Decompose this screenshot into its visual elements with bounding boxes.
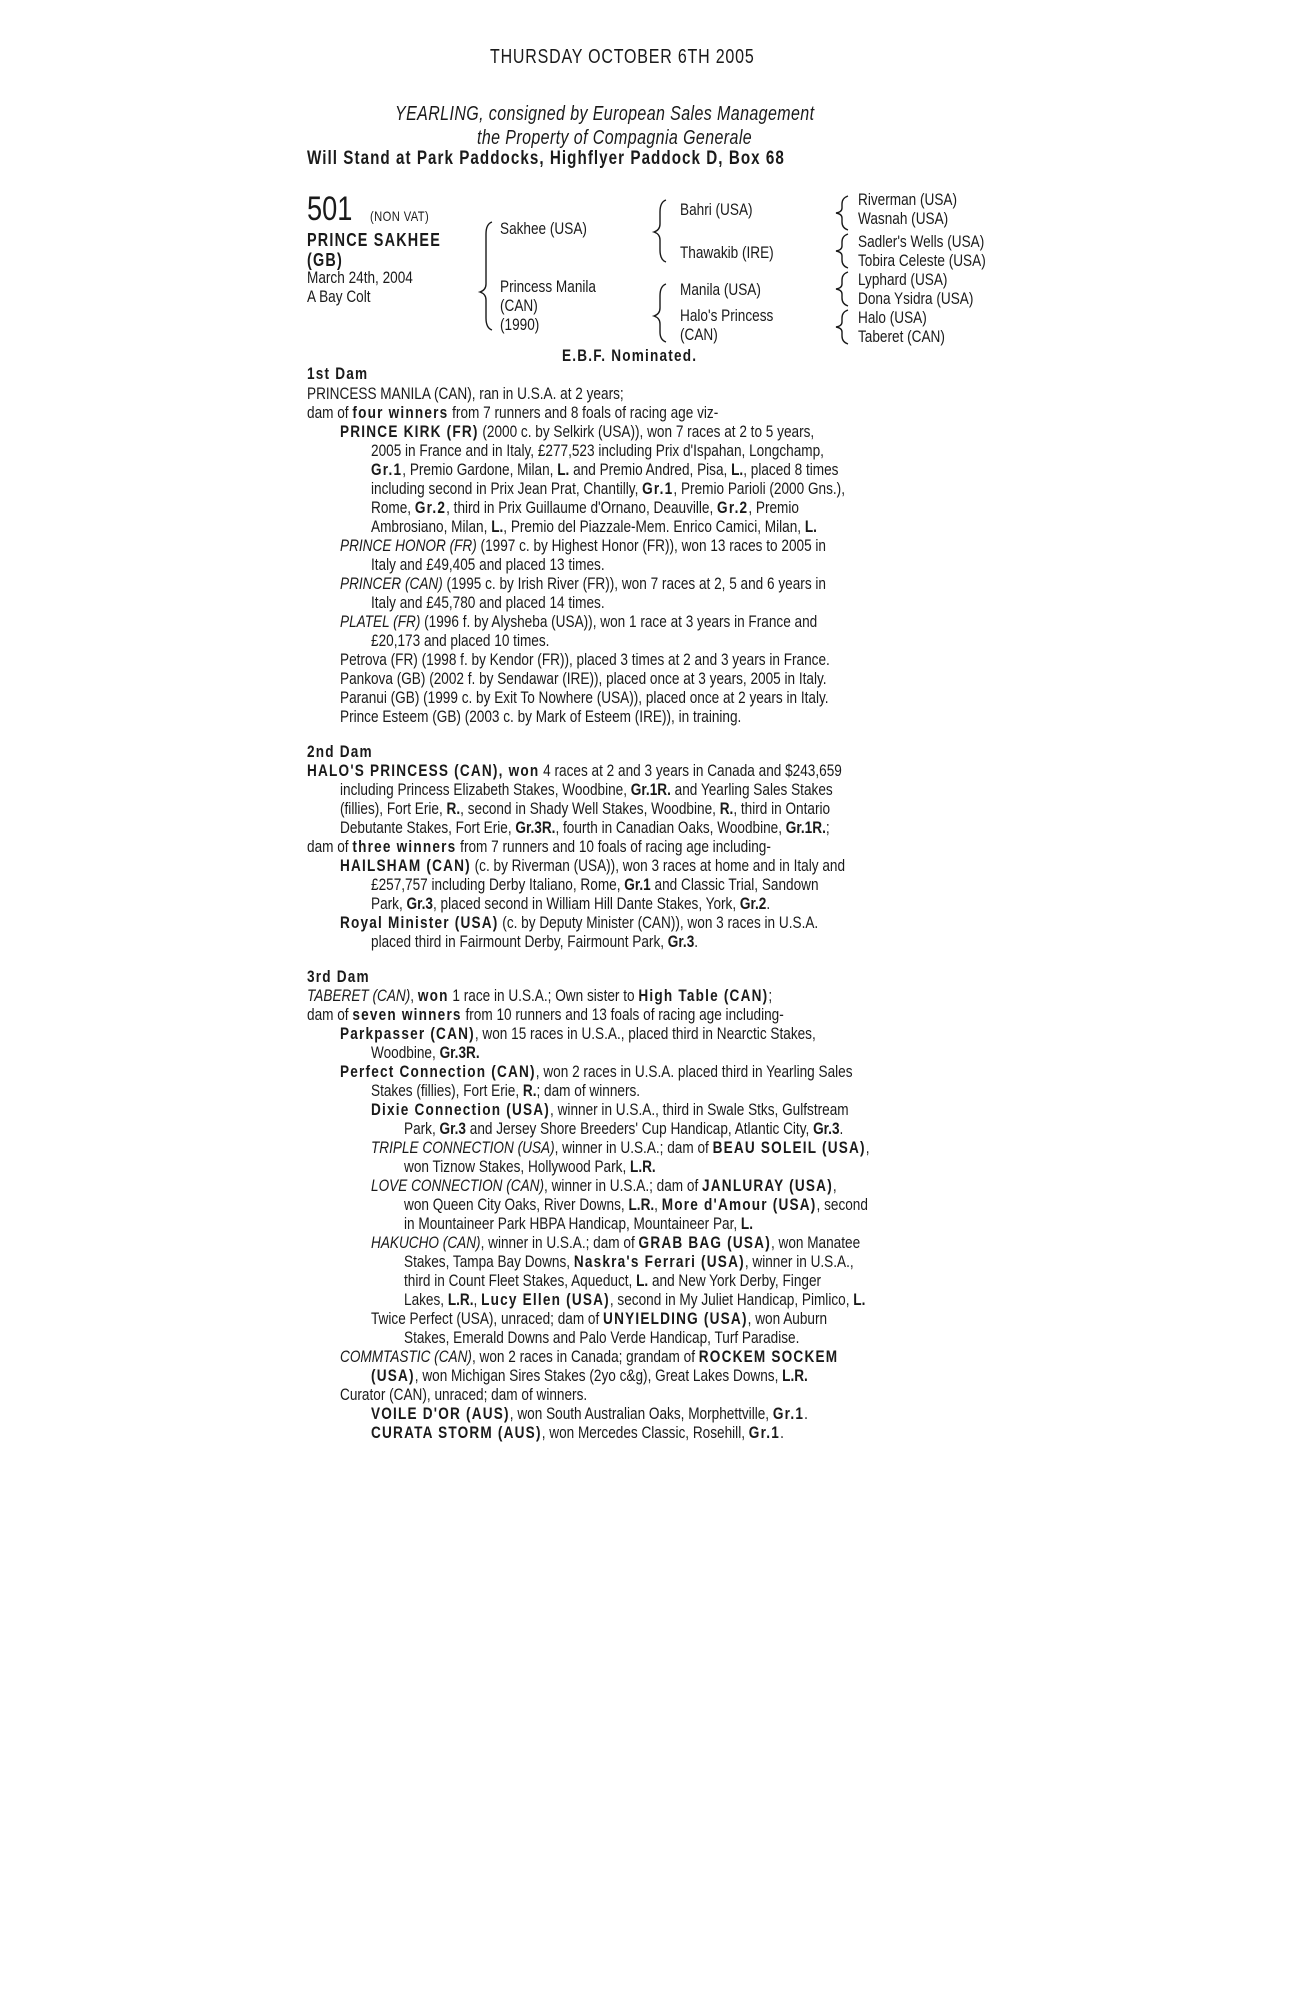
- pedigree-g3: Sadler's Wells (USA): [858, 232, 985, 251]
- second-dam-line-3: (fillies), Fort Erie, R., second in Shady Well Stakes, Woodbine, R., third in Ontario: [340, 799, 831, 818]
- progeny-twice-perfect-2: Stakes, Emerald Downs and Palo Verde Handicap, Turf Paradise.: [404, 1328, 800, 1347]
- second-dam-heading: 2nd Dam: [307, 742, 373, 761]
- progeny-hailsham-2: £257,757 including Derby Italiano, Rome, Gr.1 and Classic Trial, Sandown: [371, 875, 819, 894]
- progeny-parkpasser-2: Woodbine, Gr.3R.: [371, 1043, 480, 1062]
- progeny-love-connection: LOVE CONNECTION (CAN), winner in U.S.A.; dam of JANLURAY (USA),: [371, 1176, 837, 1195]
- pedigree-g5: Lyphard (USA): [858, 270, 948, 289]
- consignment-line: YEARLING, consigned by European Sales Management: [395, 103, 815, 125]
- progeny-prince-esteem: Prince Esteem (GB) (2003 c. by Mark of Esteem (IRE)), in training.: [340, 707, 742, 726]
- progeny-triple-connection-2: won Tiznow Stakes, Hollywood Park, L.R.: [404, 1157, 656, 1176]
- progeny-hakucho: HAKUCHO (CAN), winner in U.S.A.; dam of GRAB BAG (USA), won Manatee: [371, 1233, 861, 1252]
- progeny-commtastic: COMMTASTIC (CAN), won 2 races in Canada; grandam of ROCKEM SOCKEM: [340, 1347, 839, 1366]
- sale-date: THURSDAY OCTOBER 6TH 2005: [490, 46, 755, 68]
- horse-name-line1: PRINCE SAKHEE: [307, 230, 442, 250]
- progeny-dixie-connection: Dixie Connection (USA), winner in U.S.A., third in Swale Stks, Gulfstream: [371, 1100, 849, 1119]
- progeny-love-connection-3: in Mountaineer Park HBPA Handicap, Mountaineer Par, L.: [404, 1214, 753, 1233]
- pedigree-g8: Taberet (CAN): [858, 327, 945, 346]
- second-dam-line-4: Debutante Stakes, Fort Erie, Gr.3R., fourth in Canadian Oaks, Woodbine, Gr.1R.;: [340, 818, 830, 837]
- first-dam-line: PRINCESS MANILA (CAN), ran in U.S.A. at 2 years;: [307, 384, 624, 403]
- third-dam-line-1: TABERET (CAN), won 1 race in U.S.A.; Own sister to High Table (CAN);: [307, 986, 773, 1005]
- bracket-main: [480, 222, 492, 330]
- progeny-hailsham: HAILSHAM (CAN) (c. by Riverman (USA)), won 3 races at home and in Italy and: [340, 856, 846, 875]
- property-line: the Property of Compagnia Generale: [477, 127, 753, 149]
- progeny-curata-storm: CURATA STORM (AUS), won Mercedes Classic, Rosehill, Gr.1.: [371, 1423, 784, 1442]
- progeny-platel-2: £20,173 and placed 10 times.: [371, 631, 550, 650]
- horse-name-line2: (GB): [307, 250, 343, 270]
- progeny-voile-dor: VOILE D'OR (AUS), won South Australian Oaks, Morphettville, Gr.1.: [371, 1404, 808, 1423]
- progeny-dixie-connection-2: Park, Gr.3 and Jersey Shore Breeders' Cup Handicap, Atlantic City, Gr.3.: [404, 1119, 844, 1138]
- bracket-sire: [654, 200, 666, 262]
- progeny-princer-2: Italy and £45,780 and placed 14 times.: [371, 593, 605, 612]
- progeny-prince-kirk-6: Ambrosiano, Milan, L., Premio del Piazzale-Mem. Enrico Camici, Milan, L.: [371, 517, 817, 536]
- pedigree-g6: Dona Ysidra (USA): [858, 289, 974, 308]
- progeny-perfect-connection-2: Stakes (fillies), Fort Erie, R.; dam of winners.: [371, 1081, 641, 1100]
- progeny-hakucho-3: third in Count Fleet Stakes, Aqueduct, L. and New York Derby, Finger: [404, 1271, 822, 1290]
- progeny-royal-minister: Royal Minister (USA) (c. by Deputy Minister (CAN)), won 3 races in U.S.A.: [340, 913, 819, 932]
- third-dam-produce-summary: dam of seven winners from 10 runners and 13 foals of racing age including-: [307, 1005, 784, 1024]
- progeny-prince-honor-2: Italy and £49,405 and placed 13 times.: [371, 555, 605, 574]
- bracket-g56: [836, 272, 848, 306]
- progeny-hakucho-4: Lakes, L.R., Lucy Ellen (USA), second in My Juliet Handicap, Pimlico, L.: [404, 1290, 866, 1309]
- stand-location: Will Stand at Park Paddocks, Highflyer Paddock D, Box 68: [307, 148, 785, 169]
- ebf-nominated: E.B.F. Nominated.: [562, 346, 698, 365]
- progeny-hailsham-3: Park, Gr.3, placed second in William Hill Dante Stakes, York, Gr.2.: [371, 894, 771, 913]
- vat-status: (NON VAT): [370, 208, 430, 224]
- progeny-hakucho-2: Stakes, Tampa Bay Downs, Naskra's Ferrari (USA), winner in U.S.A.,: [404, 1252, 854, 1271]
- progeny-paranui: Paranui (GB) (1999 c. by Exit To Nowhere (USA)), placed once at 2 years in Italy.: [340, 688, 829, 707]
- foaling-date: March 24th, 2004: [307, 268, 413, 287]
- bracket-g34: [836, 234, 848, 268]
- progeny-parkpasser: Parkpasser (CAN), won 15 races in U.S.A., placed third in Nearctic Stakes,: [340, 1024, 816, 1043]
- progeny-prince-honor: PRINCE HONOR (FR) (1997 c. by Highest Honor (FR)), won 13 races to 2005 in: [340, 536, 826, 555]
- progeny-prince-kirk-4: including second in Prix Jean Prat, Chantilly, Gr.1, Premio Parioli (2000 Gns.),: [371, 479, 845, 498]
- third-dam-heading: 3rd Dam: [307, 967, 370, 986]
- bracket-g78: [836, 310, 848, 344]
- progeny-perfect-connection: Perfect Connection (CAN), won 2 races in U.S.A. placed third in Yearling Sales: [340, 1062, 853, 1081]
- progeny-prince-kirk-3: Gr.1, Premio Gardone, Milan, L. and Premio Andred, Pisa, L., placed 8 times: [371, 460, 839, 479]
- progeny-prince-kirk-2: 2005 in France and in Italy, £277,523 including Prix d'Ispahan, Longchamp,: [371, 441, 824, 460]
- pedigree-dam-dam: Halo's Princess (CAN): [680, 306, 774, 344]
- first-dam-heading: 1st Dam: [307, 364, 369, 383]
- progeny-twice-perfect: Twice Perfect (USA), unraced; dam of UNYIELDING (USA), won Auburn: [371, 1309, 828, 1328]
- second-dam-produce-summary: dam of three winners from 7 runners and 10 foals of racing age including-: [307, 837, 771, 856]
- pedigree-dam-sire: Manila (USA): [680, 280, 761, 299]
- pedigree-g4: Tobira Celeste (USA): [858, 251, 986, 270]
- progeny-curator: Curator (CAN), unraced; dam of winners.: [340, 1385, 588, 1404]
- pedigree-brackets: [0, 0, 1290, 400]
- progeny-prince-kirk: PRINCE KIRK (FR) (2000 c. by Selkirk (USA)), won 7 races at 2 to 5 years,: [340, 422, 815, 441]
- horse-description: A Bay Colt: [307, 287, 371, 306]
- progeny-commtastic-2: (USA), won Michigan Sires Stakes (2yo c&g), Great Lakes Downs, L.R.: [371, 1366, 808, 1385]
- progeny-princer: PRINCER (CAN) (1995 c. by Irish River (FR)), won 7 races at 2, 5 and 6 years in: [340, 574, 826, 593]
- pedigree-g7: Halo (USA): [858, 308, 927, 327]
- second-dam-line-1: HALO'S PRINCESS (CAN), won 4 races at 2 and 3 years in Canada and $243,659: [307, 761, 842, 780]
- progeny-love-connection-2: won Queen City Oaks, River Downs, L.R., More d'Amour (USA), second: [404, 1195, 868, 1214]
- bracket-dam: [654, 284, 666, 342]
- progeny-triple-connection: TRIPLE CONNECTION (USA), winner in U.S.A.; dam of BEAU SOLEIL (USA),: [371, 1138, 870, 1157]
- progeny-prince-kirk-5: Rome, Gr.2, third in Prix Guillaume d'Ornano, Deauville, Gr.2, Premio: [371, 498, 799, 517]
- second-dam-line-2: including Princess Elizabeth Stakes, Woodbine, Gr.1R. and Yearling Sales Stakes: [340, 780, 833, 799]
- progeny-petrova: Petrova (FR) (1998 f. by Kendor (FR)), placed 3 times at 2 and 3 years in France.: [340, 650, 830, 669]
- pedigree-sire: Sakhee (USA): [500, 219, 587, 238]
- pedigree-g2: Wasnah (USA): [858, 209, 949, 228]
- bracket-g12: [836, 196, 848, 230]
- first-dam-produce-summary: dam of four winners from 7 runners and 8 foals of racing age viz-: [307, 403, 719, 422]
- progeny-pankova: Pankova (GB) (2002 f. by Sendawar (IRE)), placed once at 3 years, 2005 in Italy.: [340, 669, 827, 688]
- progeny-platel: PLATEL (FR) (1996 f. by Alysheba (USA)), won 1 race at 3 years in France and: [340, 612, 818, 631]
- pedigree-dam: Princess Manila (CAN) (1990): [500, 277, 596, 334]
- pedigree-g1: Riverman (USA): [858, 190, 957, 209]
- pedigree-sire-dam: Thawakib (IRE): [680, 243, 774, 262]
- pedigree-sire-sire: Bahri (USA): [680, 200, 753, 219]
- lot-number: 501: [307, 190, 353, 228]
- progeny-royal-minister-2: placed third in Fairmount Derby, Fairmount Park, Gr.3.: [371, 932, 699, 951]
